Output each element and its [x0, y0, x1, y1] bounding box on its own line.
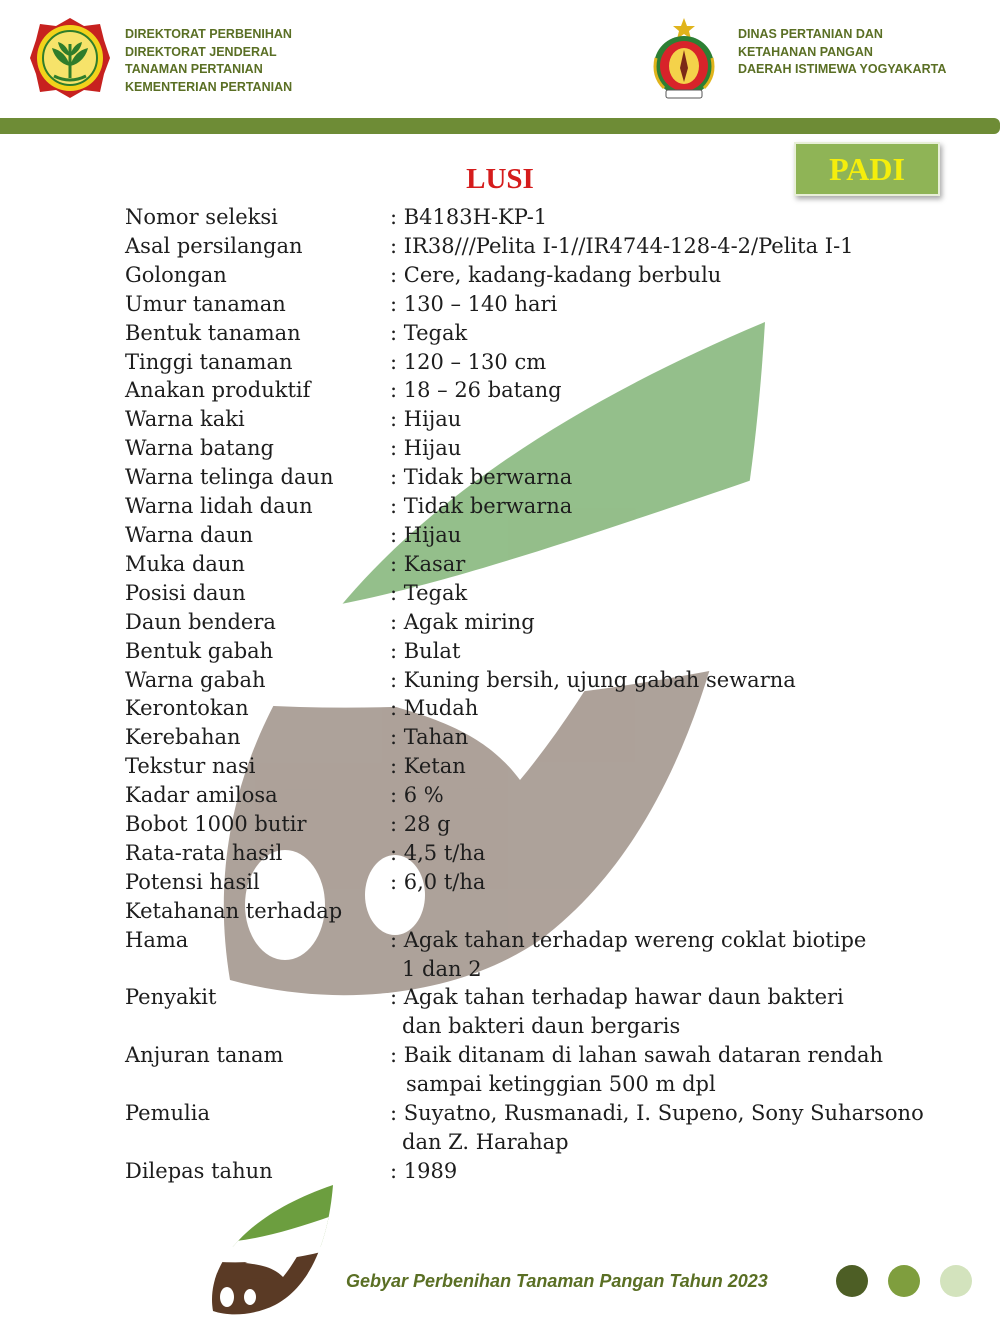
detail-value: 1 dan 2 — [402, 956, 482, 981]
detail-row — [125, 579, 945, 608]
detail-value: : Suyatno, Rusmanadi, I. Supeno, Sony Suharsono — [390, 1101, 924, 1126]
kementan-logo-icon — [28, 16, 112, 100]
detail-value: : 6 % — [390, 783, 444, 808]
detail-value: : Agak tahan terhadap hawar daun bakteri — [390, 985, 844, 1010]
detail-row — [125, 348, 945, 377]
detail-label: Dilepas tahun — [125, 1158, 273, 1183]
detail-label: Kerontokan — [125, 696, 249, 721]
detail-value: : 4,5 t/ha — [390, 840, 486, 865]
variety-details — [125, 203, 945, 1186]
detail-value: : 1989 — [390, 1158, 458, 1183]
left-org-line: DIREKTORAT JENDERAL — [125, 44, 277, 59]
detail-row — [125, 666, 945, 695]
detail-value: : 18 – 26 batang — [390, 378, 562, 403]
detail-row — [125, 290, 945, 319]
detail-value: : Ketan — [390, 754, 466, 779]
detail-row — [125, 550, 945, 579]
detail-row — [125, 434, 945, 463]
detail-label: Warna kaki — [125, 407, 245, 432]
detail-value: : Mudah — [390, 696, 479, 721]
detail-label — [125, 1070, 390, 1099]
detail-row — [125, 1099, 945, 1128]
detail-row — [125, 261, 945, 290]
detail-row — [125, 463, 945, 492]
detail-label: Bentuk gabah — [125, 638, 274, 663]
detail-label: Tinggi tanaman — [125, 349, 293, 374]
detail-label: Warna daun — [125, 522, 254, 547]
detail-row — [125, 752, 945, 781]
detail-row — [125, 839, 945, 868]
detail-row — [125, 1041, 945, 1070]
detail-value: : Tegak — [390, 320, 468, 345]
detail-row-continuation — [125, 955, 945, 984]
detail-row — [125, 868, 945, 897]
diy-crest-logo-icon — [648, 16, 720, 102]
detail-value: : Agak miring — [390, 609, 535, 634]
footer-dot-dark — [836, 1265, 868, 1297]
detail-value: : Hijau — [390, 436, 462, 461]
detail-row — [125, 521, 945, 550]
detail-label: Anjuran tanam — [125, 1043, 284, 1068]
detail-label: Tekstur nasi — [125, 754, 256, 779]
detail-row — [125, 1157, 945, 1186]
detail-label: Warna telinga daun — [125, 465, 334, 490]
detail-label: Posisi daun — [125, 580, 246, 605]
right-org-name — [738, 26, 946, 79]
leaf-footer-logo-icon — [205, 1185, 340, 1315]
detail-row-continuation — [125, 1070, 945, 1099]
detail-value: : Tidak berwarna — [390, 494, 573, 519]
detail-label: Kadar amilosa — [125, 783, 278, 808]
detail-value: : 28 g — [390, 812, 451, 837]
detail-label: Nomor seleksi — [125, 205, 278, 229]
detail-row — [125, 405, 945, 434]
detail-label: Umur tanaman — [125, 291, 286, 316]
detail-row — [125, 897, 945, 926]
detail-row — [125, 232, 945, 261]
detail-value: : IR38///Pelita I-1//IR4744-128-4-2/Pelita I-1 — [390, 233, 854, 258]
detail-value: : Cere, kadang-kadang berbulu — [390, 262, 722, 287]
detail-label: Anakan produktif — [125, 378, 311, 403]
detail-label: Asal persilangan — [125, 233, 303, 258]
left-org-line: DIREKTORAT PERBENIHAN — [125, 27, 292, 41]
detail-label — [125, 955, 390, 984]
right-org-line: DINAS PERTANIAN DAN — [738, 27, 883, 41]
detail-value: : Kasar — [390, 551, 466, 576]
detail-label: Kerebahan — [125, 725, 241, 750]
detail-row — [125, 694, 945, 723]
detail-row-continuation — [125, 1128, 945, 1157]
detail-label: Warna lidah daun — [125, 494, 313, 519]
right-org-line: DAERAH ISTIMEWA YOGYAKARTA — [738, 62, 947, 76]
detail-value: : Hijau — [390, 522, 462, 547]
detail-row — [125, 637, 945, 666]
detail-value: : Tidak berwarna — [390, 465, 573, 490]
detail-value: : Agak tahan terhadap wereng coklat biotipe — [390, 927, 867, 952]
detail-value — [390, 897, 945, 926]
category-badge-label: PADI — [829, 151, 905, 187]
detail-value: dan Z. Harahap — [402, 1130, 569, 1154]
detail-row-continuation — [125, 1012, 945, 1041]
detail-label: Rata-rata hasil — [125, 840, 283, 865]
detail-row — [125, 608, 945, 637]
detail-value: : Bulat — [390, 638, 461, 663]
detail-label — [125, 1012, 390, 1041]
detail-label — [125, 1128, 390, 1157]
detail-label: Golongan — [125, 262, 227, 287]
detail-row — [125, 492, 945, 521]
detail-value: : Kuning bersih, ujung gabah sewarna — [390, 667, 796, 692]
detail-row — [125, 781, 945, 810]
detail-row — [125, 926, 945, 955]
detail-value: dan bakteri daun bergaris — [402, 1014, 681, 1039]
detail-label: Warna batang — [125, 436, 274, 461]
header-divider-bar — [0, 118, 1000, 134]
left-org-line: TANAMAN PERTANIAN — [125, 62, 263, 76]
detail-label: Ketahanan terhadap — [125, 898, 343, 923]
detail-label: Potensi hasil — [125, 869, 260, 894]
detail-label: Muka daun — [125, 551, 245, 576]
left-org-name — [125, 26, 292, 96]
detail-value: : 120 – 130 cm — [390, 349, 547, 374]
detail-value: : 130 – 140 hari — [390, 291, 558, 316]
footer-event-title: Gebyar Perbenihan Tanaman Pangan Tahun 2023 — [346, 1271, 768, 1291]
footer-dot-light — [940, 1265, 972, 1297]
detail-value: : Hijau — [390, 407, 462, 432]
detail-label: Hama — [125, 927, 189, 952]
detail-row — [125, 723, 945, 752]
detail-value: : B4183H-KP-1 — [390, 205, 548, 229]
detail-value: sampai ketinggian 500 m dpl — [406, 1072, 716, 1097]
left-org-line: KEMENTERIAN PERTANIAN — [125, 79, 293, 94]
detail-row — [125, 810, 945, 839]
detail-value: : Tahan — [390, 725, 469, 750]
detail-value: : Tegak — [390, 580, 468, 605]
detail-value: : 6,0 t/ha — [390, 869, 486, 894]
detail-row — [125, 203, 945, 232]
right-org-line: KETAHANAN PANGAN — [738, 44, 873, 59]
detail-label: Daun bendera — [125, 609, 276, 634]
detail-label: Bentuk tanaman — [125, 320, 301, 345]
detail-value: : Baik ditanam di lahan sawah dataran rendah — [390, 1043, 884, 1068]
detail-label: Bobot 1000 butir — [125, 812, 307, 837]
detail-label: Penyakit — [125, 985, 217, 1010]
detail-row — [125, 376, 945, 405]
detail-row — [125, 319, 945, 348]
detail-label: Pemulia — [125, 1101, 211, 1126]
detail-label: Warna gabah — [125, 667, 266, 692]
detail-row — [125, 983, 945, 1012]
variety-title: LUSI — [466, 163, 534, 195]
footer-dot-mid — [888, 1265, 920, 1297]
